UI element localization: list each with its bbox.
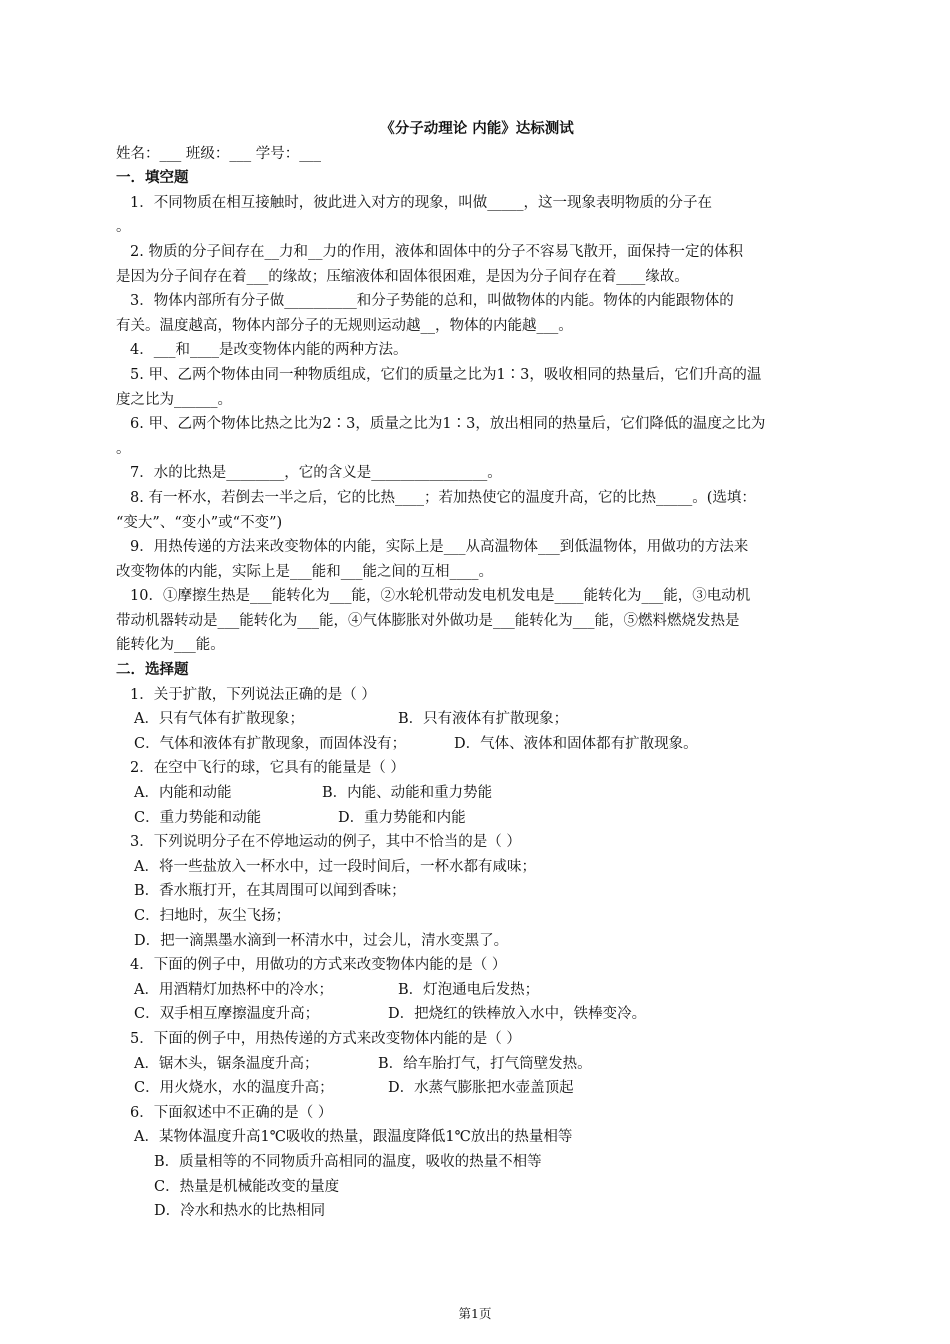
q9-line-2: 改变物体的内能，实际上是___能和___能之间的互相____。 bbox=[116, 563, 493, 580]
mc-q3-option-b: B．香水瓶打开，在其周围可以闻到香味； bbox=[134, 883, 406, 900]
mc-q1-option-b: B．只有液体有扩散现象； bbox=[398, 711, 569, 728]
mc-q1-stem: 1．关于扩散，下列说法正确的是（ ） bbox=[130, 686, 376, 703]
mc-q1-option-d: D．气体、液体和固体都有扩散现象。 bbox=[454, 735, 698, 752]
q8-line-1: 8. 有一杯水，若倒去一半之后，它的比热____；若加热使它的温度升高，它的比热_____。(选填： bbox=[130, 489, 756, 506]
mc-q4-options-row bbox=[116, 1002, 838, 1027]
q3-line-2: 有关。温度越高，物体内部分子的无规则运动越__，物体的内能越___。 bbox=[116, 317, 573, 334]
mc-q2-options-row bbox=[116, 781, 838, 806]
mc-q2-stem: 2．在空中飞行的球，它具有的能量是（ ） bbox=[130, 760, 405, 777]
mc-q1-option-a: A．只有气体有扩散现象； bbox=[134, 711, 304, 728]
q1-line-2: 。 bbox=[116, 219, 131, 236]
mc-q3-option-a: A．将一些盐放入一杯水中，过一段时间后，一杯水都有咸味； bbox=[134, 858, 536, 875]
q10-line-2: 带动机器转动是___能转化为___能，④气体膨胀对外做功是___能转化为___能，⑤燃料燃烧发热是 bbox=[116, 612, 740, 629]
mc-q5-option-c: C．用火烧水，水的温度升高； bbox=[134, 1080, 334, 1097]
mc-q1-options-row bbox=[116, 707, 838, 732]
mc-q3-stem: 3．下列说明分子在不停地运动的例子，其中不恰当的是（ ） bbox=[130, 834, 521, 851]
mc-q5-options-row bbox=[116, 1076, 838, 1101]
mc-q6-option-a: A．某物体温度升高1℃吸收的热量，跟温度降低1℃放出的热量相等 bbox=[134, 1129, 573, 1146]
q5-line-1: 5. 甲、乙两个物体由同一种物质组成，它们的质量之比为1∶3，吸收相同的热量后，它们升高的温 bbox=[130, 366, 762, 383]
mc-q6-stem: 6．下面叙述中不正确的是（ ） bbox=[130, 1104, 333, 1121]
mc-q5-option-b: B．给车胎打气，打气筒壁发热。 bbox=[378, 1055, 592, 1072]
q10-line-1: 10．①摩擦生热是___能转化为___能，②水轮机带动发电机发电是____能转化为___能，③电动机 bbox=[130, 588, 751, 605]
mc-q5-option-d: D．水蒸气膨胀把水壶盖顶起 bbox=[388, 1080, 574, 1097]
mc-q4-stem: 4．下面的例子中，用做功的方式来改变物体内能的是（ ） bbox=[130, 957, 507, 974]
q9-line-1: 9．用热传递的方法来改变物体的内能，实际上是___从高温物体___到低温物体，用做功的方法来 bbox=[130, 539, 749, 556]
mc-q2-option-c: C．重力势能和动能 bbox=[134, 809, 262, 826]
mc-q1-option-c: C．气体和液体有扩散现象，而固体没有； bbox=[134, 735, 407, 752]
student-info: 姓名：___ 班级：___ 学号：___ bbox=[116, 145, 321, 162]
document-body bbox=[116, 117, 838, 1224]
mc-q2-options-row bbox=[116, 806, 838, 831]
mc-q5-options-row bbox=[116, 1052, 838, 1077]
mc-q3-option-d: D．把一滴黑墨水滴到一杯清水中，过会儿，清水变黑了。 bbox=[134, 932, 509, 949]
q8-line-2: “变大”、“变小”或“不变”) bbox=[116, 514, 283, 531]
mc-q2-option-d: D．重力势能和内能 bbox=[338, 809, 466, 826]
mc-q4-option-c: C．双手相互摩擦温度升高； bbox=[134, 1006, 320, 1023]
q6-line-2: 。 bbox=[116, 440, 131, 457]
q2-line-2: 是因为分子间存在着___的缘故；压缩液体和固体很困难，是因为分子间存在着____缘故。 bbox=[116, 268, 689, 285]
mc-q5-stem: 5．下面的例子中，用热传递的方式来改变物体内能的是（ ） bbox=[130, 1030, 521, 1047]
mc-q6-option-c: C．热量是机械能改变的量度 bbox=[154, 1178, 340, 1195]
q4-line: 4．___和____是改变物体内能的两种方法。 bbox=[130, 342, 408, 359]
mc-q4-options-row bbox=[116, 978, 838, 1003]
mc-q5-option-a: A．锯木头，锯条温度升高； bbox=[134, 1055, 319, 1072]
mc-q2-option-a: A．内能和动能 bbox=[134, 785, 232, 802]
mc-q4-option-b: B．灯泡通电后发热； bbox=[398, 981, 540, 998]
q5-line-2: 度之比为______。 bbox=[116, 391, 232, 408]
q3-line-1: 3．物体内部所有分子做__________和分子势能的总和，叫做物体的内能。物体的内能跟物体的 bbox=[130, 293, 734, 310]
mc-q4-option-d: D．把烧红的铁棒放入水中，铁棒变冷。 bbox=[388, 1006, 647, 1023]
q10-line-3: 能转化为___能。 bbox=[116, 637, 225, 654]
page-number: 第1页 bbox=[458, 1306, 492, 1321]
q7-line: 7．水的比热是________，它的含义是________________。 bbox=[130, 465, 502, 482]
section-heading-choice: 二．选择题 bbox=[116, 661, 189, 679]
mc-q3-option-c: C．扫地时，灰尘飞扬； bbox=[134, 908, 291, 924]
section-heading-fill-blank: 一．填空题 bbox=[116, 169, 189, 187]
page-title: 《分子动理论 内能》达标测试 bbox=[380, 120, 574, 137]
mc-q6-option-b: B．质量相等的不同物质升高相同的温度，吸收的热量不相等 bbox=[154, 1153, 542, 1170]
q1-line-1: 1．不同物质在相互接触时，彼此进入对方的现象，叫做_____，这一现象表明物质的分子在 bbox=[130, 194, 712, 211]
q2-line-1: 2. 物质的分子间存在__力和__力的作用，液体和固体中的分子不容易飞散开，面保持一定的体积 bbox=[130, 243, 743, 260]
mc-q1-options-row bbox=[116, 732, 838, 757]
mc-q4-option-a: A．用酒精灯加热杯中的冷水； bbox=[134, 981, 333, 998]
mc-q6-option-d: D．冷水和热水的比热相同 bbox=[154, 1203, 326, 1220]
q6-line-1: 6. 甲、乙两个物体比热之比为2∶3，质量之比为1∶3，放出相同的热量后，它们降低的温度之比为 bbox=[130, 416, 766, 433]
mc-q2-option-b: B．内能、动能和重力势能 bbox=[322, 785, 493, 802]
